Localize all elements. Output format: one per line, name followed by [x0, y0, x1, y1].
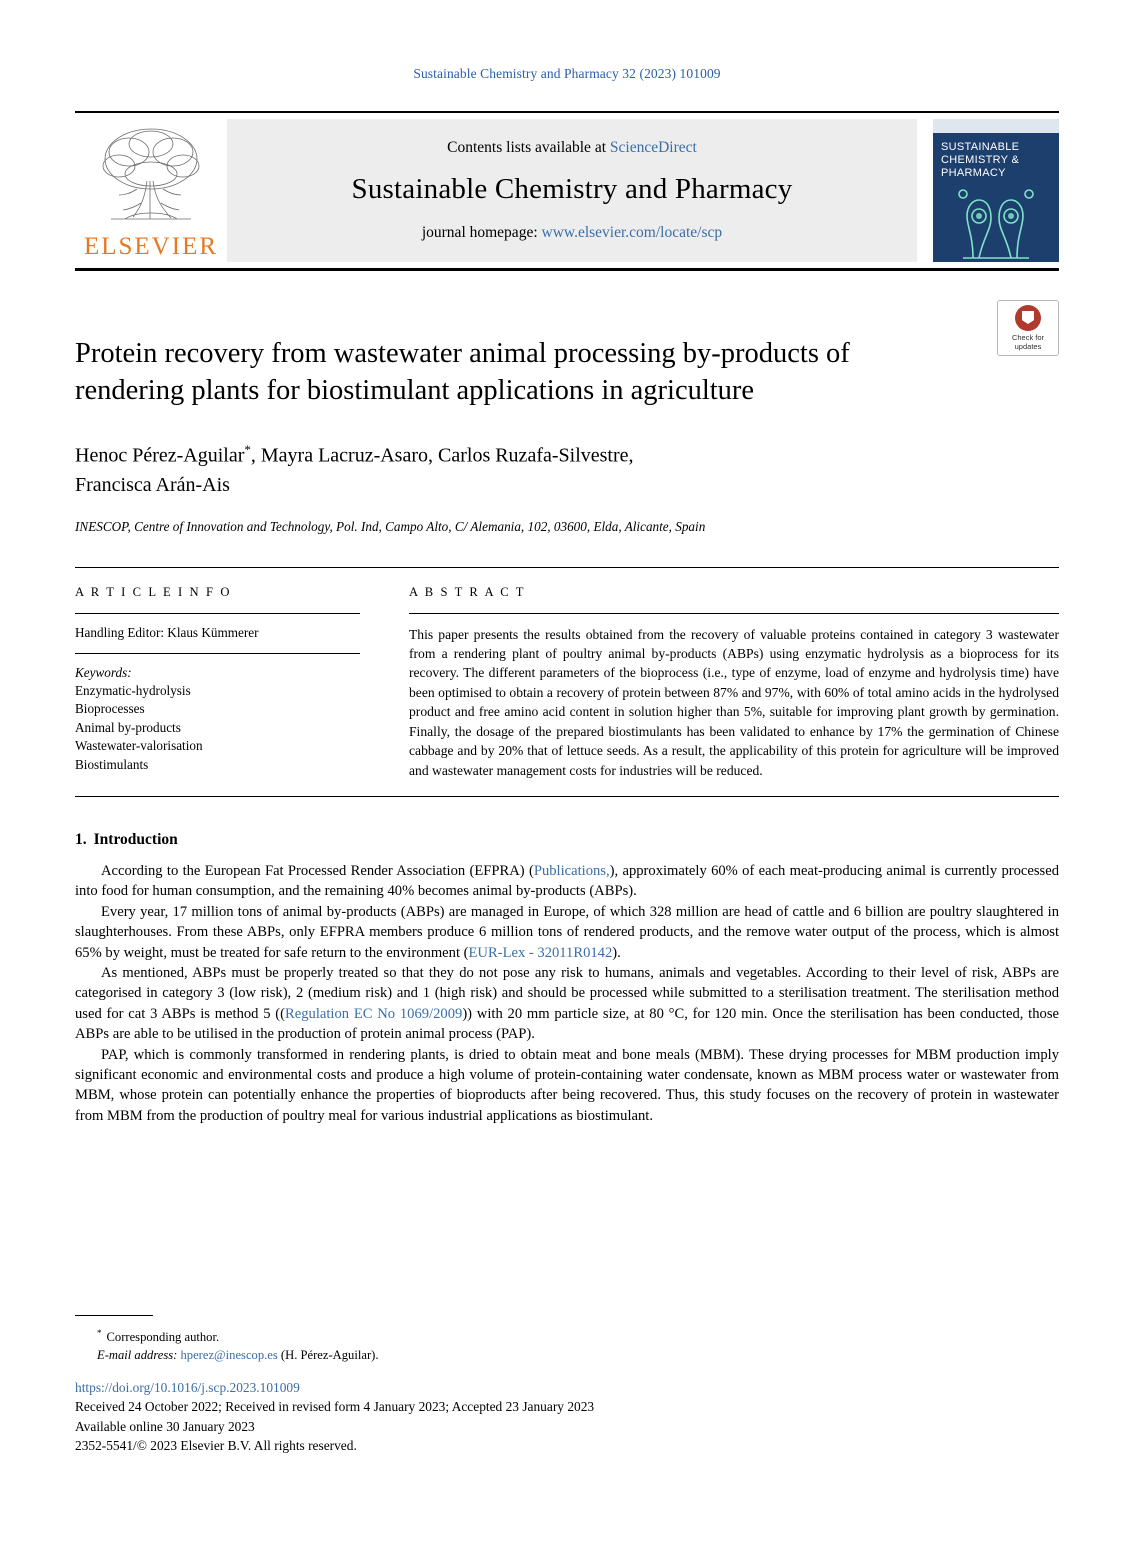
paragraph-post: ), approximately 60% of each meat-producing animal is currently processed into food for human consumption, and the remaining 40% becomes animal by-products (ABPs). [75, 862, 1059, 900]
asterisk-marker: * [97, 1328, 102, 1339]
email-label: E-mail address: [97, 1348, 178, 1363]
journal-title: Sustainable Chemistry and Pharmacy [351, 173, 793, 205]
journal-homepage-link[interactable]: www.elsevier.com/locate/scp [541, 224, 723, 241]
abstract-divider-top [409, 613, 1059, 614]
paragraph-pre: Every year, 17 million tons of animal by-products (ABPs) are managed in Europe, of which 328 million are head of cattle and 6 billion are poultry slaughtered in slaughterhouses. From these ABPs, only EFPRA members produce 6 million tons of rendered products, and the remove water output of the process, which is almost 65% by weight, must be treated for safe return to the environment ( [75, 903, 1059, 961]
contents-prefix: Contents lists available at [447, 139, 607, 156]
article-info-label: A R T I C L E I N F O [75, 584, 232, 599]
introduction-section [75, 831, 1059, 1126]
corresponding-author-note [75, 1325, 1059, 1347]
keyword-item: Bioprocesses [75, 701, 145, 717]
corresponding-author-text: Corresponding author. [106, 1330, 220, 1345]
elsevier-logo [75, 113, 227, 268]
abstract-divider-bottom [75, 796, 1059, 797]
info-divider-mid [75, 653, 360, 654]
citation-link[interactable]: EUR-Lex - 32011R0142 [468, 944, 613, 961]
cover-title-line3: PHARMACY [941, 167, 1006, 179]
email-note [75, 1347, 1059, 1365]
journal-cover-thumbnail [933, 119, 1059, 262]
received-dates: Received 24 October 2022; Received in revised form 4 January 2023; Accepted 23 January 2023 [75, 1399, 595, 1415]
footnote-divider [75, 1315, 153, 1316]
keywords-label: Keywords: [75, 664, 132, 680]
check-for-updates-badge[interactable] [997, 300, 1059, 356]
paragraph-post: )) with 20 mm particle size, at 80 °C, for 120 min. Once the sterilisation has been conducted, those ABPs are able to be utilised in the production of protein animal process (PAP). [75, 1005, 1059, 1043]
page-footer [75, 1315, 1059, 1456]
paragraph [75, 861, 1059, 902]
abstract-label: A B S T R A C T [409, 584, 526, 599]
keyword-item: Wastewater-valorisation [75, 738, 203, 754]
paragraph-pre: As mentioned, ABPs must be properly treated so that they do not pose any risk to humans, animals and vegetables. According to their level of risk, ABPs are categorised in category 3 (low risk), 2 (medium risk) and 1 (high risk) and should be processed while submitted to a sterilisation treatment. The sterilisation method used for cat 3 ABPs is method 5 (( [75, 964, 1059, 1022]
cover-artwork [933, 180, 1059, 262]
elsevier-tree-icon [81, 119, 221, 231]
homepage-prefix: journal homepage: [421, 224, 538, 241]
journal-masthead [75, 111, 1059, 271]
keyword-item: Enzymatic-hydrolysis [75, 682, 191, 698]
publication-meta [75, 1378, 1059, 1456]
citation-link[interactable]: Regulation EC No 1069/2009 [285, 1005, 463, 1022]
check-updates-text [998, 333, 1058, 351]
crossmark-icon [1015, 305, 1041, 331]
info-divider-top [75, 613, 360, 614]
article-info-column [75, 585, 400, 780]
elsevier-wordmark: ELSEVIER [83, 233, 219, 260]
check-updates-line1: Check for [1011, 333, 1045, 342]
email-link[interactable]: hperez@inescop.es [180, 1348, 278, 1363]
keyword-item: Animal by-products [75, 719, 181, 735]
page-title: Protein recovery from wastewater animal processing by-products of rendering plants for biostimulant applications in agriculture [75, 338, 850, 406]
keywords-list [75, 682, 360, 775]
paragraph-post: ). [612, 944, 621, 961]
cover-title-line2: CHEMISTRY & [941, 154, 1020, 166]
abstract-text: This paper presents the results obtained from the recovery of valuable proteins contained in category 3 wastewater from a rendering plant of poultry animal by-products (ABPs) using enzymatic hydrolysis as a bioprocess for its recovery. The different parameters of the bioprocess (i.e., type of enzyme, load of enzyme and hydrolysis time) have been optimised to obtain a recovery of protein between 87% and 97%, with 60% of total amino acids in the hydrolysed product and free amino acid content in solution higher than 5%, suitable for improving plant growth by germination. Finally, the dosage of the prepared biostimulants has been validated to enhance by 17% the germination of Chinese cabbage and by 20% that of lettuce seeds. As a result, the applicability of this protein for agriculture will be improved and wastewater management costs for industries will be reduced. [409, 626, 1059, 778]
paragraph [75, 963, 1059, 1045]
doi-link[interactable]: https://doi.org/10.1016/j.scp.2023.101009 [75, 1379, 300, 1395]
keyword-item: Biostimulants [75, 756, 149, 772]
paragraph: PAP, which is commonly transformed in rendering plants, is dried to obtain meat and bone meals (MBM). These drying processes for MBM production imply significant economic and environmental costs and produce a high volume of protein-containing water condensate, known as MBM process water or wastewater from MBM, whose protein can potentially enhance the properties of bioproducts after being recovered. Thus, this study focuses on the recovery of protein in wastewater from MBM from the production of poultry meal for various industrial applications as biostimulant. [75, 1046, 1059, 1124]
copyright-line: 2352-5541/© 2023 Elsevier B.V. All rights reserved. [75, 1438, 357, 1454]
email-suffix: (H. Pérez-Aguilar). [280, 1348, 379, 1363]
author-list: Henoc Pérez-Aguilar*, Mayra Lacruz-Asaro, Carlos Ruzafa-Silvestre, Francisca Arán-Ais [75, 442, 634, 496]
section-number: 1. [75, 830, 87, 848]
citation-link[interactable]: Publications, [533, 862, 610, 879]
available-online: Available online 30 January 2023 [75, 1418, 255, 1434]
handling-editor: Handling Editor: Klaus Kümmerer [75, 624, 259, 640]
cover-title-line1: SUSTAINABLE [941, 141, 1020, 153]
info-abstract-block [75, 567, 1059, 780]
contents-line [447, 139, 697, 157]
homepage-line [422, 224, 722, 242]
affiliation: INESCOP, Centre of Innovation and Technology, Pol. Ind, Campo Alto, C/ Alemania, 102, 03600, Elda, Alicante, Spain [75, 518, 706, 534]
paragraph-pre: According to the European Fat Processed Render Association (EFPRA) ( [101, 862, 534, 879]
cover-top-strip [933, 119, 1059, 133]
sciencedirect-link[interactable]: ScienceDirect [609, 139, 697, 156]
paragraph [75, 902, 1059, 963]
masthead-center [227, 119, 917, 262]
abstract-column [400, 585, 1059, 780]
section-heading-introduction [75, 831, 1059, 849]
section-title: Introduction [93, 830, 178, 848]
running-head: Sustainable Chemistry and Pharmacy 32 (2023) 101009 [413, 66, 721, 81]
check-updates-line2: updates [1014, 342, 1042, 351]
